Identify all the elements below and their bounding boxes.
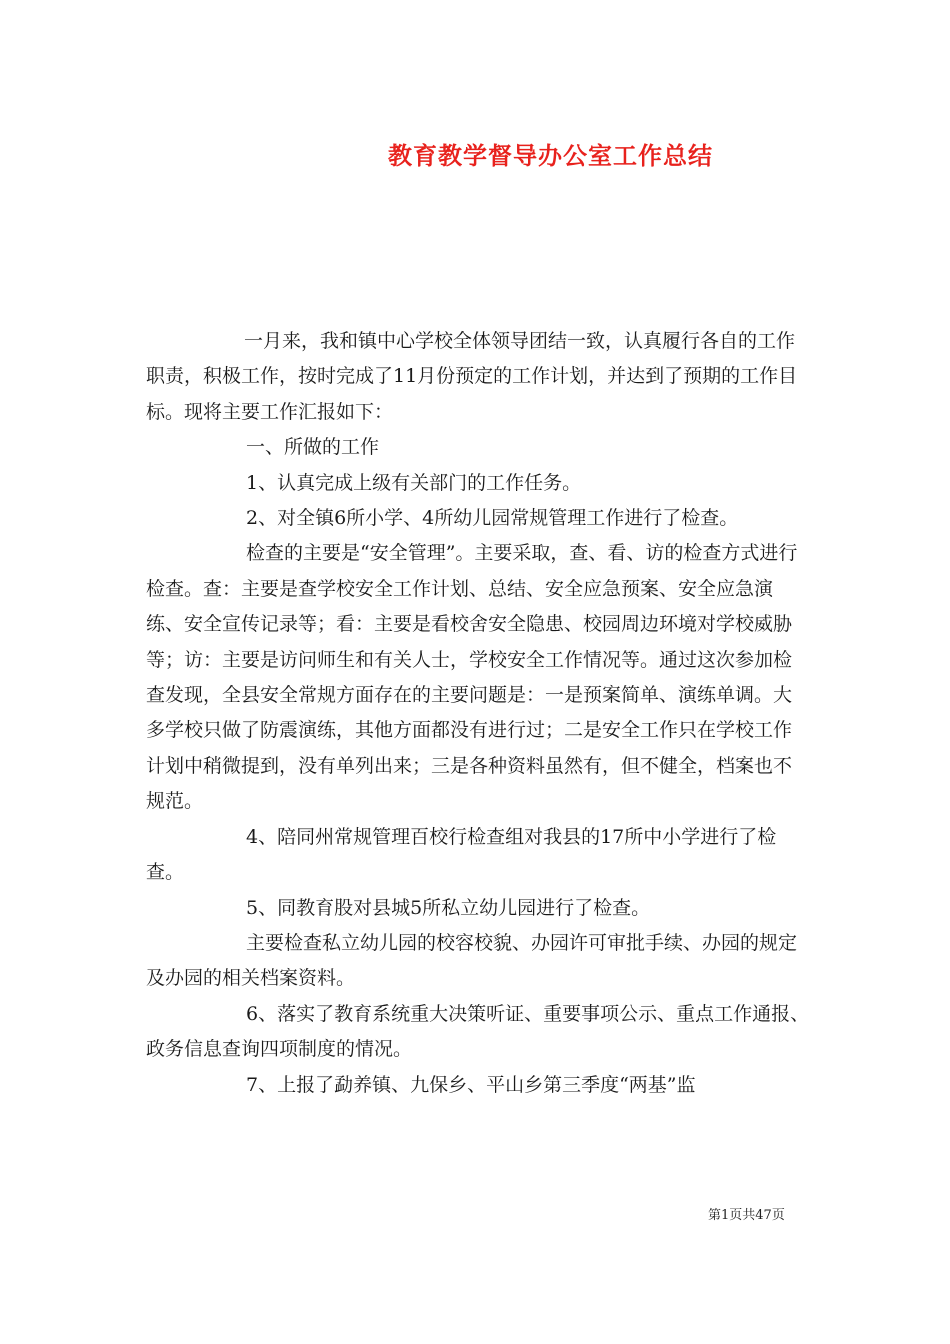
- paragraph-item-6: 6、落实了教育系统重大决策听证、重要事项公示、重点工作通报、政务信息查询四项制度的情况。: [146, 1002, 810, 1061]
- paragraph-item-4: 4、陪同州常规管理百校行检查组对我县的17所中小学进行了检查。: [146, 825, 777, 884]
- paragraph-item-7: 7、上报了勐养镇、九保乡、平山乡第三季度“两基”监: [246, 1073, 696, 1096]
- paragraph-item-5: 5、同教育股对县城5所私立幼儿园进行了检查。: [246, 896, 651, 919]
- section-heading: 一、所做的工作: [246, 436, 380, 459]
- paragraph-kindergarten-detail: 主要检查私立幼儿园的校容校貌、办园许可审批手续、办园的规定及办园的相关档案资料。: [146, 931, 798, 990]
- paragraph-inspection-detail: 检查的主要是“安全管理”。主要采取，查、看、访的检查方式进行检查。查：主要是查学校安全工作计划、总结、安全应急预案、安全应急演练、安全宣传记录等；看：主要是看校舍安全隐患、校园周边环境对学校威胁等；访：主要是访问师生和有关人士，学校安全工作情况等。通过这次参加检查发现，全县安全常规方面存在的主要问题是：一是预案简单、演练单调。大多学校只做了防震演练，其他方面都没有进行过；二是安全工作只在学校工作计划中稍微提到，没有单列出来；三是各种资料虽然有，但不健全，档案也不规范。: [146, 542, 798, 813]
- paragraph-item-2: 2、对全镇6所小学、4所幼儿园常规管理工作进行了检查。: [246, 507, 739, 530]
- page-number: 第1页共47页: [708, 1208, 785, 1223]
- document-title: 教育教学督导办公室工作总结: [388, 141, 713, 170]
- paragraph-intro: 一月来，我和镇中心学校全体领导团结一致，认真履行各自的工作职责，积极工作，按时完成了11月份预定的工作计划，并达到了预期的工作目标。现将主要工作汇报如下：: [146, 330, 798, 423]
- paragraph-item-1: 1、认真完成上级有关部门的工作任务。: [246, 471, 582, 494]
- document-body: [146, 324, 810, 1103]
